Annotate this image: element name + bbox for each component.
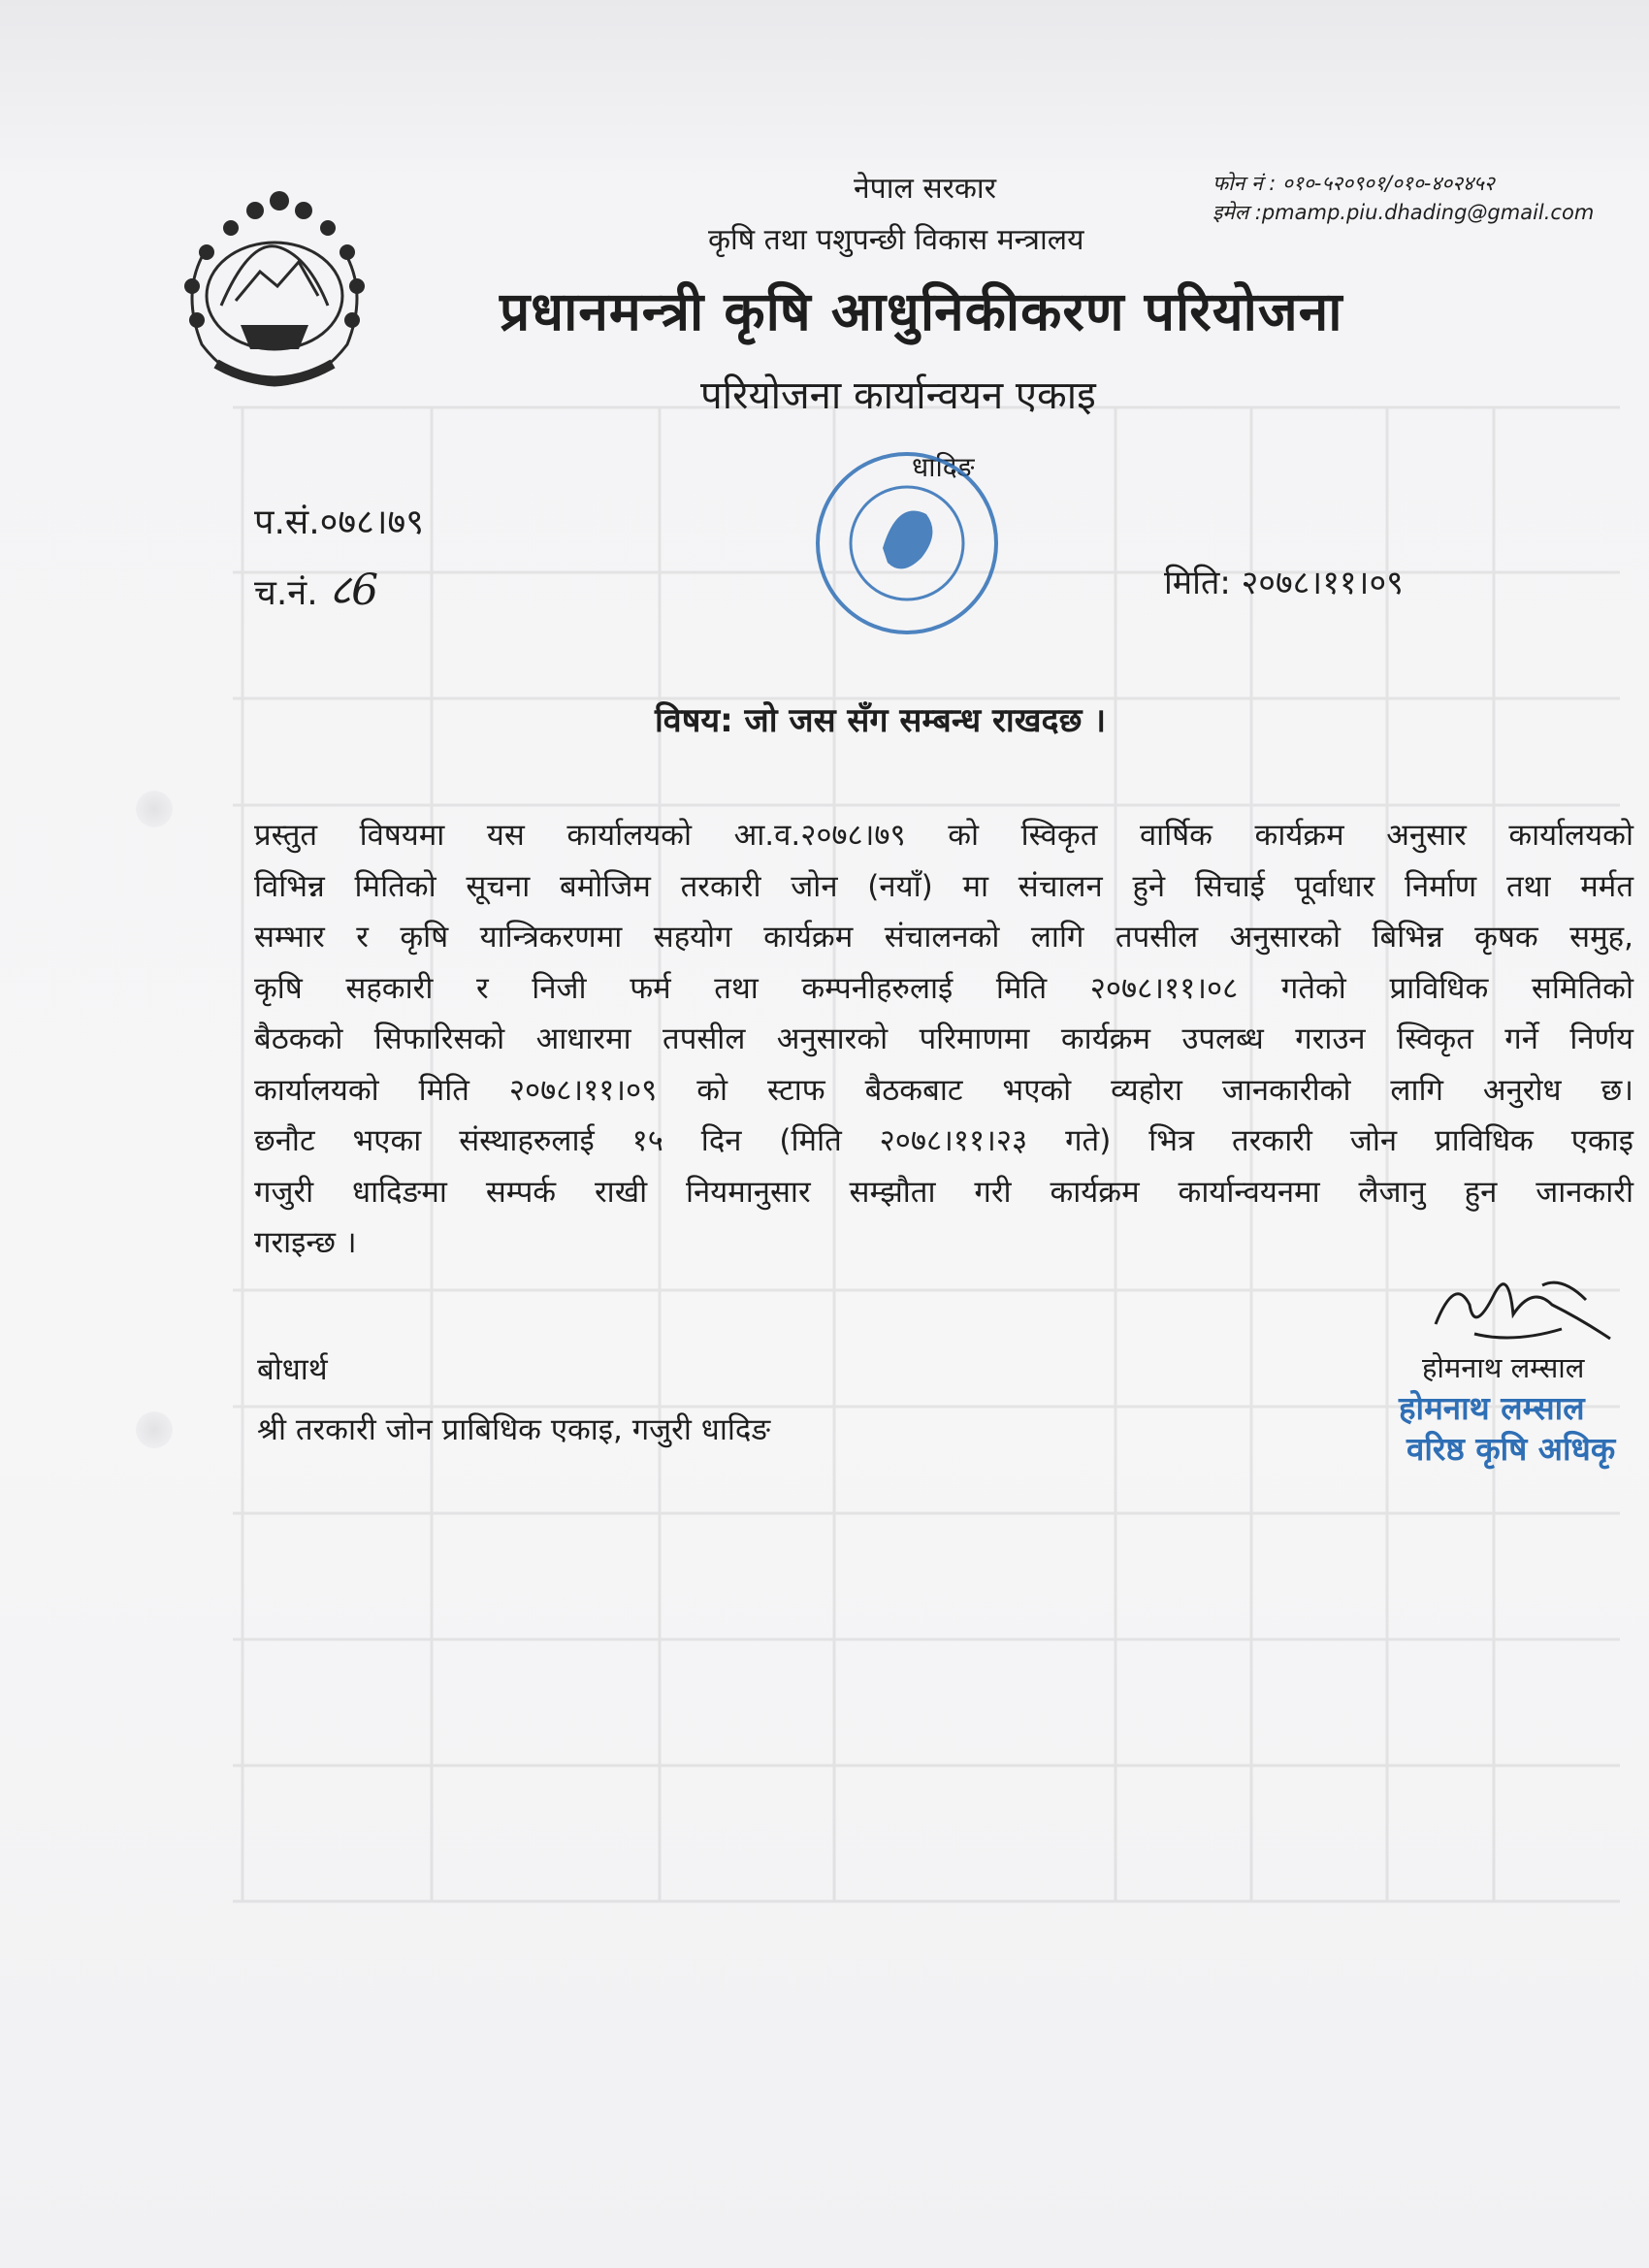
body-line: कृषि सहकारी र निजी फर्म तथा कम्पनीहरुलाई मिति २०७८।११।०८ गतेको प्राविधिक समितिको	[254, 970, 1633, 1006]
government-name: नेपाल सरकार	[854, 172, 996, 206]
dispatch-label: च.नं.	[254, 573, 318, 613]
cc-heading: बोधार्थ	[257, 1352, 328, 1387]
office-location: धादिङ	[912, 451, 975, 483]
letter-body	[254, 810, 1633, 1269]
body-line: बैठकको सिफारिसको आधारमा तपसील अनुसारको परिमाणमा कार्यक्रम उपलब्ध गराउन स्विकृत गर्ने निर्णय	[254, 1021, 1633, 1056]
punch-hole	[136, 791, 173, 827]
body-line: सम्भार र कृषि यान्त्रिकरणमा सहयोग कार्यक्रम संचालनको लागि तपसील अनुसारको बिभिन्न कृषक समुह,	[254, 920, 1633, 955]
body-line: विभिन्न मितिको सूचना बमोजिम तरकारी जोन (नयाँ) मा संचालन हुने सिचाई पूर्वाधार निर्माण तथा मर्मत	[254, 868, 1633, 904]
ministry-name: कृषि तथा पशुपन्छी विकास मन्त्रालय	[708, 223, 1084, 257]
body-line: गजुरी धादिङमा सम्पर्क राखी नियमानुसार सम्झौता गरी कार्यक्रम कार्यान्वयनमा लैजानु हुन जानकारी	[254, 1174, 1633, 1210]
contact-phone: फोन नं : ०१०-५२०९०१/०१०-४०२४५२	[1212, 172, 1495, 195]
letter-date: मिति: २०७८।११।०९	[1164, 564, 1404, 602]
body-line: प्रस्तुत विषयमा यस कार्यालयको आ.व.२०७८।७९ को स्विकृत वार्षिक कार्यक्रम अनुसार कार्यालयको	[254, 818, 1633, 853]
office-seal-icon	[805, 441, 1009, 645]
cc-recipient: श्री तरकारी जोन प्राबिधिक एकाइ, गजुरी धादिङ	[257, 1412, 771, 1447]
letter-ref-number: प.सं.०७८।७९	[254, 502, 424, 542]
handwritten-signature-icon	[1416, 1247, 1630, 1353]
signatory-name: होमनाथ लम्साल	[1422, 1351, 1585, 1384]
punch-hole	[136, 1411, 173, 1448]
body-line: गराइन्छ ।	[254, 1225, 357, 1260]
dispatch-number	[254, 559, 378, 617]
unit-name: परियोजना कार्यान्वयन एकाइ	[700, 373, 1096, 418]
nepal-emblem-icon	[163, 179, 386, 403]
dispatch-handwritten-number: ८6	[329, 566, 379, 615]
project-title: प्रधानमन्त्री कृषि आधुनिकीकरण परियोजना	[500, 280, 1343, 342]
signatory-stamp-designation: वरिष्ठ कृषि अधिकृ	[1406, 1430, 1616, 1468]
signatory-stamp-name: होमनाथ लम्साल	[1399, 1389, 1585, 1427]
body-line: कार्यालयको मिति २०७८।११।०९ को स्टाफ बैठकबाट भएको व्यहोरा जानकारीको लागि अनुरोध छ।	[254, 1072, 1633, 1108]
body-line: छनौट भएका संस्थाहरुलाई १५ दिन (मिति २०७८।११।२३ गते) भित्र तरकारी जोन प्राविधिक एकाइ	[254, 1123, 1633, 1158]
letter-subject: विषय: जो जस सँग सम्बन्ध राखदछ ।	[655, 701, 1107, 740]
contact-email: इमेल :pmamp.piu.dhading@gmail.com	[1212, 201, 1595, 224]
